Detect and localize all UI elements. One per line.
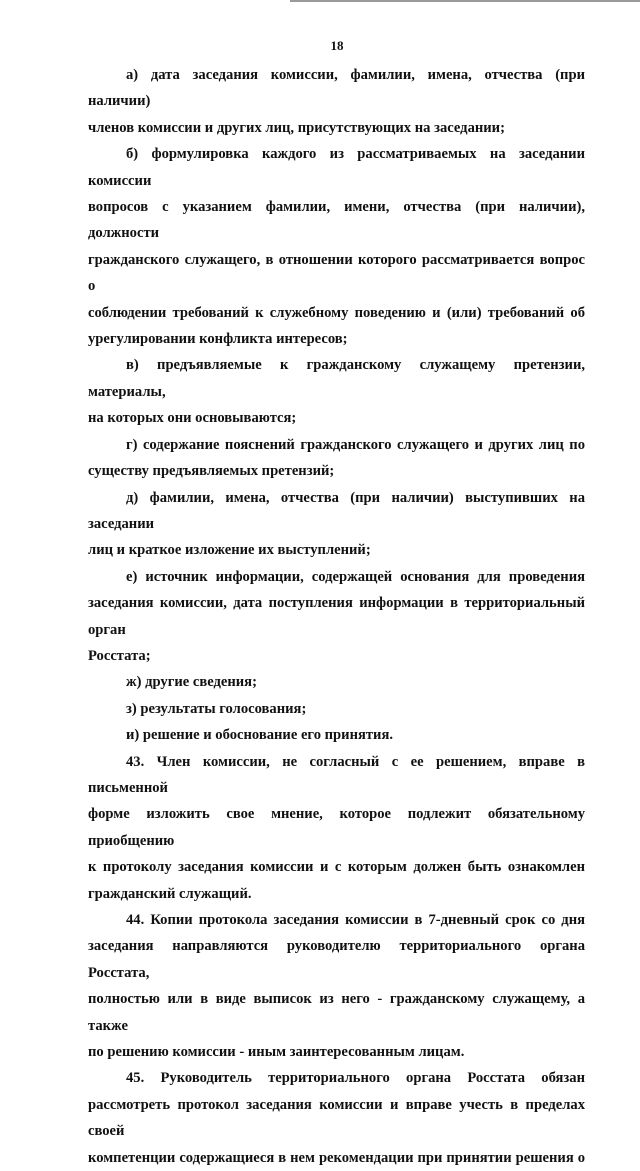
text-line: лиц и краткое изложение их выступлений; [88,542,371,559]
text-line: членов комиссии и других лиц, присутствующих на заседании; [88,119,505,136]
text-line: компетенции содержащиеся в нем рекомендации при принятии решения о [88,1149,585,1166]
text-line: гражданского служащего, в отношении которого рассматривается вопрос о [88,251,585,295]
paragraph-i [88,722,585,748]
text-line: Росстата; [88,647,151,664]
text-line: соблюдении требований к служебному поведению и (или) требований об [88,304,585,321]
text-line: урегулировании конфликта интересов; [88,331,348,348]
text-line: з) результаты голосования; [126,700,307,717]
paragraph-44 [88,907,585,1065]
text-line: рассмотреть протокол заседания комиссии и вправе учесть в пределах своей [88,1096,585,1140]
scan-edge-line [290,0,640,2]
text-line: к протоколу заседания комиссии и с которым должен быть ознакомлен [88,859,585,876]
text-line: существу предъявляемых претензий; [88,463,335,480]
text-line: д) фамилии, имена, отчества (при наличии) выступивших на заседании [88,489,585,532]
text-line: заседания комиссии, дата поступления информации в территориальный орган [88,595,585,638]
paragraph-d [88,485,585,564]
text-line: 44. Копии протокола заседания комиссии в 7-дневный срок со дня [126,912,585,928]
text-line: 45. Руководитель территориального органа Росстата обязан [126,1070,585,1087]
text-line: по решению комиссии - иным заинтересованным лицам. [88,1044,465,1061]
text-line: 43. Член комиссии, не согласный с ее решением, вправе в письменной [88,753,585,796]
text-line: вопросов с указанием фамилии, имени, отчества (при наличии), должности [88,199,585,242]
text-line: в) предъявляемые к гражданскому служащему претензии, материалы, [88,357,585,400]
paragraph-b [88,141,585,352]
page-number: 18 [330,38,344,53]
paragraph-zh [88,669,585,695]
paragraph-43 [88,749,585,907]
paragraph-a [88,62,585,141]
text-line: на которых они основываются; [88,410,297,427]
paragraph-e [88,564,585,670]
text-line: г) содержание пояснений гражданского служащего и других лиц по [126,436,585,453]
text-line: а) дата заседания комиссии, фамилии, имена, отчества (при наличии) [88,67,585,110]
paragraph-v [88,352,585,431]
text-line: и) решение и обоснование его принятия. [126,727,393,744]
text-line: форме изложить свое мнение, которое подлежит обязательному приобщению [88,806,585,849]
text-line: ж) другие сведения; [126,674,257,691]
text-line: полностью или в виде выписок из него - гражданскому служащему, а также [88,991,585,1034]
paragraph-g [88,432,585,485]
text-line: б) формулировка каждого из рассматриваемых на заседании комиссии [88,146,585,189]
text-line: е) источник информации, содержащей основания для проведения [126,568,585,585]
text-line: гражданский служащий. [88,885,252,902]
paragraph-45 [88,1065,585,1171]
paragraph-z [88,696,585,722]
document-body [88,62,585,1171]
text-line: заседания направляются руководителю территориального органа Росстата, [88,938,585,981]
